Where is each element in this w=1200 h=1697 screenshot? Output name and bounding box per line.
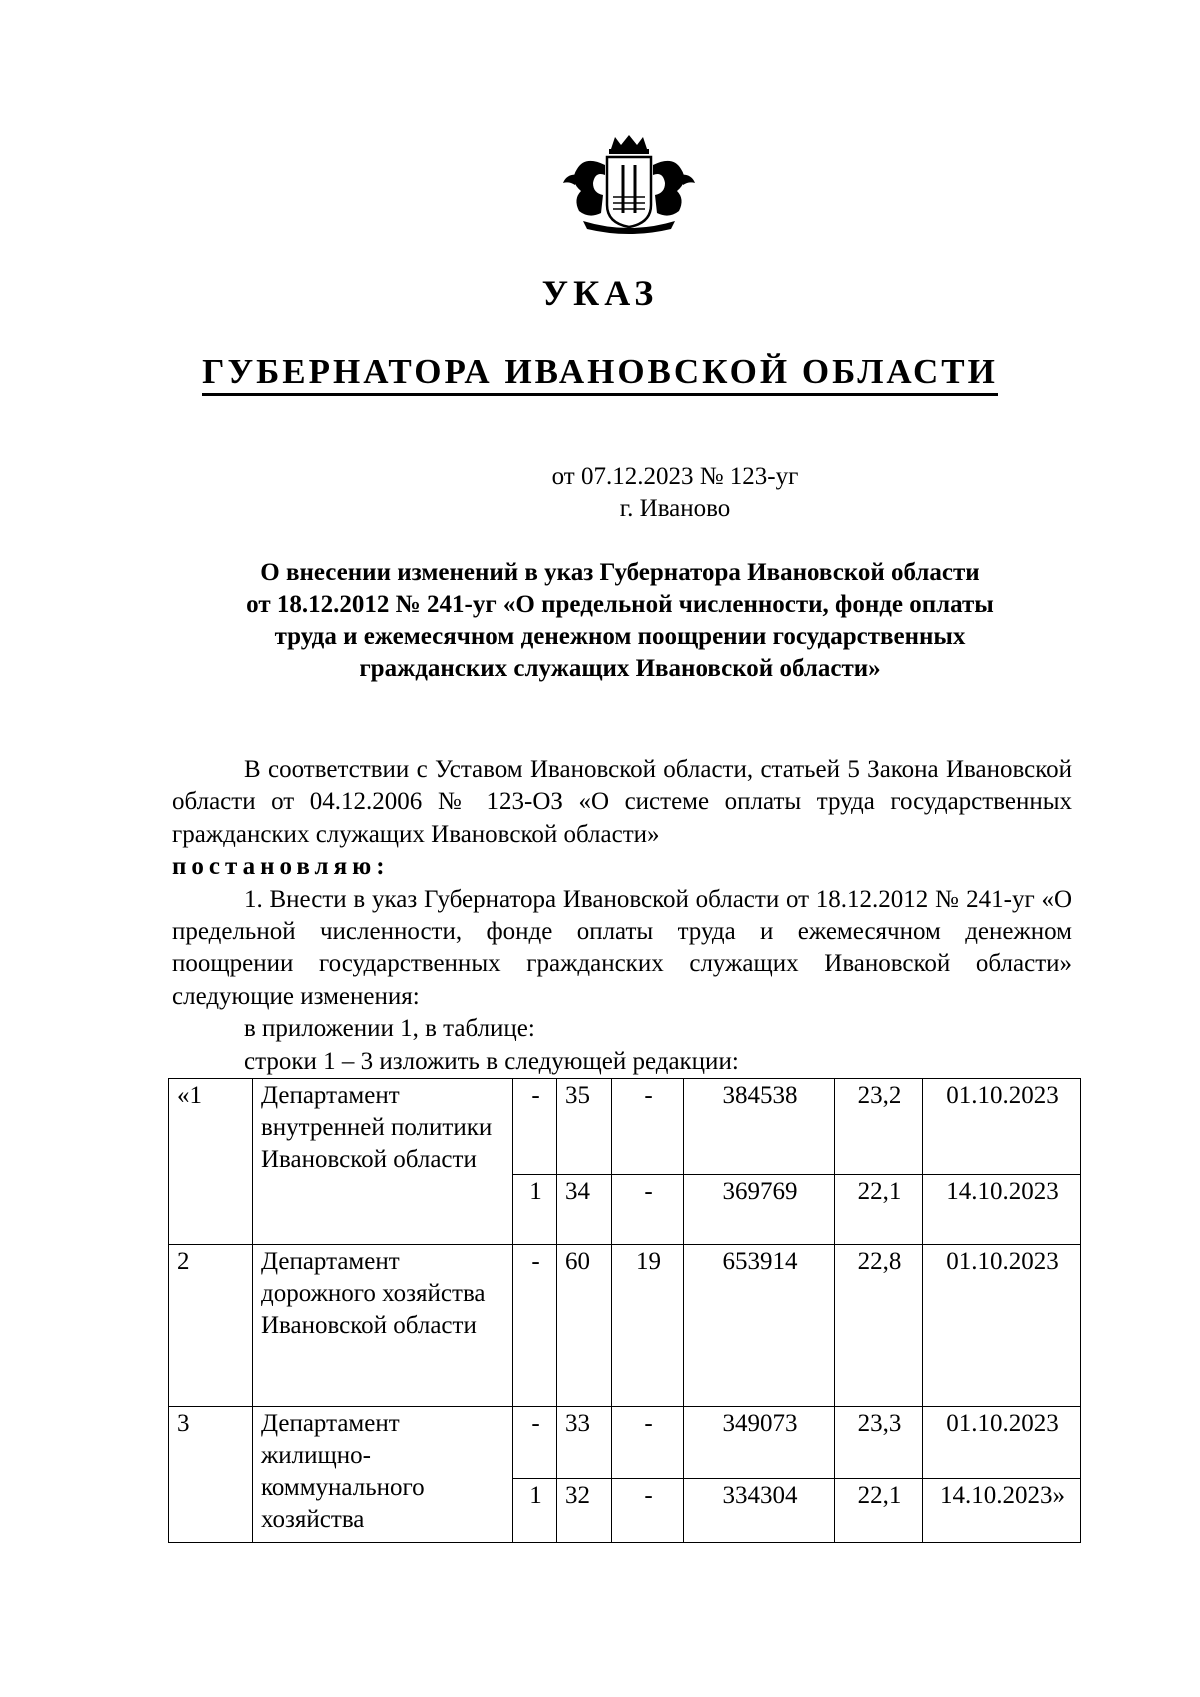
preamble-paragraph: В соответствии с Уставом Ивановской области, статьей 5 Закона Ивановской области от 04.12.2006 № 123-ОЗ «О системе оплаты труда государственных гражданских служащих Ивановской области»: [172, 756, 1072, 848]
table-cell: 1: [513, 1479, 557, 1543]
ivanovo-coat-of-arms-icon: [559, 135, 699, 235]
table-cell: 60: [557, 1245, 612, 1407]
row-number-cell: 3: [169, 1407, 253, 1543]
table-cell: -: [513, 1407, 557, 1479]
department-name-cell: Департамент внутренней политики Ивановской области: [253, 1079, 513, 1245]
document-type-title: УКАЗ: [541, 273, 659, 313]
issuer-title: [0, 352, 1200, 396]
table-cell: 32: [557, 1479, 612, 1543]
table-cell: 653914: [684, 1245, 835, 1407]
table-cell: 369769: [684, 1175, 835, 1245]
department-name-cell: Департамент дорожного хозяйства Ивановской области: [253, 1245, 513, 1407]
decree-body: [172, 754, 1072, 1078]
heading-line: труда и ежемесячном денежном поощрении государственных: [274, 623, 966, 650]
table-cell: 22,8: [835, 1245, 923, 1407]
table-row: [169, 1079, 1081, 1175]
table-cell: 14.10.2023: [923, 1175, 1081, 1245]
table-row: [169, 1245, 1081, 1407]
dateline: [0, 461, 1200, 525]
issuer-title-text: ГУБЕРНАТОРА ИВАНОВСКОЙ ОБЛАСТИ: [202, 352, 998, 396]
table-cell: -: [612, 1079, 684, 1175]
table-cell: 35: [557, 1079, 612, 1175]
heading-line: от 18.12.2012 № 241-уг «О предельной численности, фонде оплаты: [246, 591, 994, 618]
table-cell: 22,1: [835, 1175, 923, 1245]
table-cell: 01.10.2023: [923, 1245, 1081, 1407]
coat-of-arms-emblem: [559, 135, 699, 235]
table-cell: 14.10.2023»: [923, 1479, 1081, 1543]
table-cell: 23,2: [835, 1079, 923, 1175]
row-number-cell: «1: [169, 1079, 253, 1245]
table-cell: 384538: [684, 1079, 835, 1175]
table-cell: -: [612, 1175, 684, 1245]
table-cell: 349073: [684, 1407, 835, 1479]
table-cell: 01.10.2023: [923, 1407, 1081, 1479]
department-name-cell: Департамент жилищно-коммунального хозяйства: [253, 1407, 513, 1543]
table-cell: -: [612, 1479, 684, 1543]
staffing-table: [168, 1078, 1081, 1543]
table-cell: 23,3: [835, 1407, 923, 1479]
item-1-paragraph: 1. Внести в указ Губернатора Ивановской области от 18.12.2012 № 241-уг «О предельной численности, фонде оплаты труда и ежемесячном денежном поощрении государственных гражданских служащих Ивановской области» следующие изменения:: [172, 885, 1072, 1010]
decree-heading: [170, 557, 1070, 685]
table-cell: -: [513, 1079, 557, 1175]
table-cell: 22,1: [835, 1479, 923, 1543]
decree-city: г. Иваново: [619, 495, 731, 522]
table-cell: 01.10.2023: [923, 1079, 1081, 1175]
table-cell: 33: [557, 1407, 612, 1479]
table-cell: -: [513, 1245, 557, 1407]
rows-intro-paragraph: строки 1 – 3 изложить в следующей редакции:: [244, 1047, 739, 1075]
table-cell: 19: [612, 1245, 684, 1407]
decree-word: постановляю:: [172, 853, 390, 881]
table-cell: 334304: [684, 1479, 835, 1543]
heading-line: гражданских служащих Ивановской области»: [359, 655, 881, 682]
table-cell: -: [612, 1407, 684, 1479]
table-row: [169, 1407, 1081, 1479]
decree-date-number: от 07.12.2023 № 123-уг: [551, 463, 799, 490]
annex-paragraph: в приложении 1, в таблице:: [244, 1015, 535, 1043]
table-cell: 34: [557, 1175, 612, 1245]
heading-line: О внесении изменений в указ Губернатора Ивановской области: [260, 559, 980, 586]
table-cell: 1: [513, 1175, 557, 1245]
row-number-cell: 2: [169, 1245, 253, 1407]
